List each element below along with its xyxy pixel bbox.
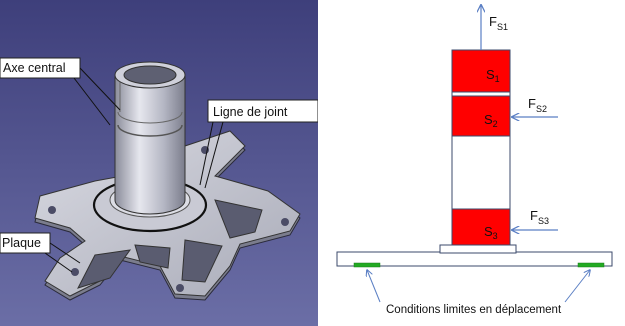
base-flange <box>440 245 516 253</box>
section-label-s2: $S_2$ <box>484 112 498 129</box>
axe-central-label: Axe central <box>3 61 66 75</box>
force-label-s2: $F_{S2}$ <box>528 96 547 114</box>
section-s3 <box>452 209 510 245</box>
force-label-s1: $F_{S1}$ <box>489 14 508 32</box>
force-label-s3: $F_{S3}$ <box>530 208 549 226</box>
boundary-pointer-right <box>565 270 590 302</box>
boundary-marker-right <box>578 263 604 267</box>
boundary-pointer-left <box>367 270 380 302</box>
central-axis-shape <box>115 62 185 214</box>
section-label-s3: $S_3$ <box>484 224 498 241</box>
ligne-de-joint-label: Ligne de joint <box>213 105 288 119</box>
section-s2 <box>452 96 510 136</box>
section-label-s1: $S_1$ <box>486 67 500 84</box>
boundary-caption: Conditions limites en déplacement <box>386 304 562 316</box>
plaque-label: Plaque <box>2 236 41 250</box>
schematic-diagram <box>318 0 625 326</box>
section-s1 <box>452 50 510 92</box>
boundary-marker-left <box>354 263 380 267</box>
